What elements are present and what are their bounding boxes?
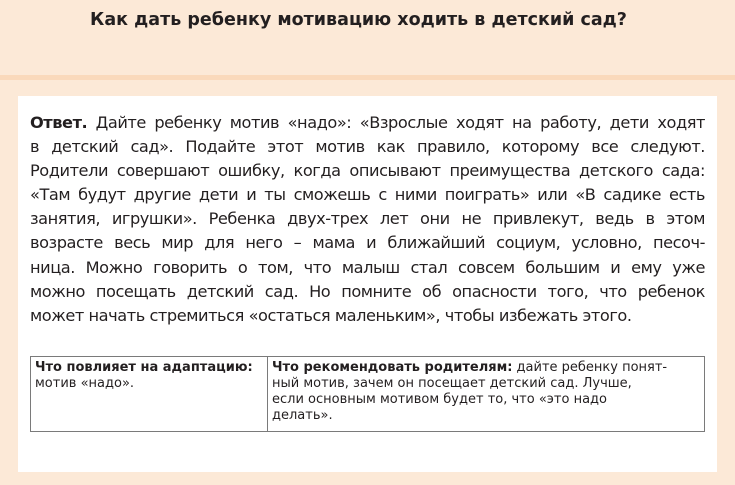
adaptation-cell <box>31 357 268 432</box>
recommendation-heading: Что рекомендовать родителям: <box>272 360 513 375</box>
recommendation-first-line <box>272 360 700 376</box>
recommendation-line: если основным мотивом будет то, что «это надо <box>272 392 607 407</box>
question-heading <box>0 8 735 32</box>
recommendation-line: делать». <box>272 408 333 423</box>
info-table <box>30 356 705 432</box>
answer-line <box>30 111 705 135</box>
answer-line: «Там будут другие дети и ты сможешь с ними поиграть» или «В садике есть <box>30 185 705 205</box>
recommendation-text: дайте ребенку понят- <box>512 360 668 375</box>
answer-line: в детский сад». Подайте этот мотив как правило, которому все следуют. <box>30 137 705 157</box>
table-row <box>31 357 705 432</box>
answer-line-text: Дайте ребенку мотив «надо»: «Взрослые ходят на работу, дети ходят <box>87 113 705 132</box>
answer-line: может начать стремиться «остаться маленьким», чтобы избежать этого. <box>30 305 632 325</box>
answer-line: можно посещать детский сад. Но помните об опасности того, что ребенок <box>30 281 705 301</box>
answer-label: Ответ. <box>30 113 88 132</box>
adaptation-text: мотив «надо». <box>35 376 135 391</box>
answer-line: Родители совершают ошибку, когда описывают преимущества детского сада: <box>30 161 705 181</box>
section-divider <box>0 75 735 80</box>
answer-card <box>18 96 717 472</box>
answer-line: возрасте весь мир для него – мама и ближайший социум, условно, песоч- <box>30 233 705 253</box>
answer-line: занятия, игрушки». Ребенка двух-трех лет они не привлекут, ведь в этом <box>30 209 705 229</box>
adaptation-heading: Что повлияет на адаптацию: <box>35 360 253 375</box>
answer-line: ница. Можно говорить о том, что малыш стал совсем большим и ему уже <box>30 257 705 277</box>
recommendation-cell <box>268 357 705 432</box>
question-text: Как дать ребенку мотивацию ходить в детский сад? <box>90 10 627 30</box>
answer-paragraph <box>30 111 705 328</box>
recommendation-line: ный мотив, зачем он посещает детский сад. Лучше, <box>272 376 632 391</box>
